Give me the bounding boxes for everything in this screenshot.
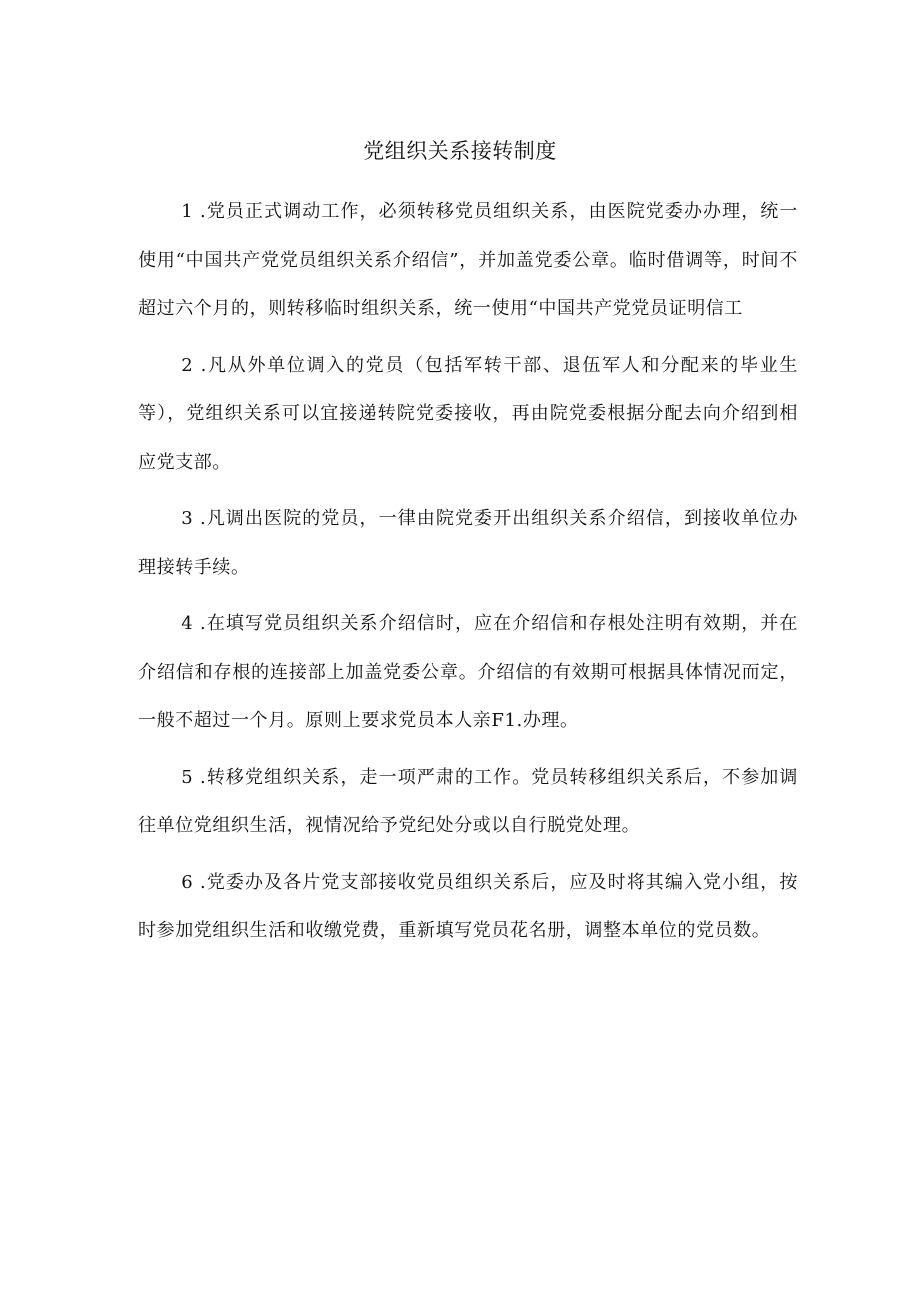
paragraph-1: 1 .党员正式调动工作，必须转移党员组织关系，由医院党委办办理，统一使用“中国共产党党员组织关系介绍信”，并加盖党委公章。临时借调等，时间不超过六个月的，则转移临时组织关系，统一使用“中国共产党党员证明信工 — [138, 201, 798, 319]
paragraph-3: 3 .凡调出医院的党员，一律由院党委开出组织关系介绍信，到接收单位办理接转手续。 — [138, 508, 798, 578]
paragraph-6: 6 .党委办及各片党支部接收党员组织关系后，应及时将其编入党小组，按时参加党组织生活和收缴党费，重新填写党员花名册，调整本单位的党员数。 — [138, 871, 798, 941]
paragraph-5: 5 .转移党组织关系，走一项严肃的工作。党员转移组织关系后，不参加调往单位党组织生活，视情况给予党纪处分或以自行脱党处理。 — [138, 766, 798, 836]
paragraph-2: 2 .凡从外单位调入的党员（包括军转干部、退伍军人和分配来的毕业生等），党组织关系可以宜接递转院党委接收，再由院党委根据分配去向介绍到相应党支部。 — [138, 354, 798, 473]
paragraph-4: 4 .在填写党员组织关系介绍信时，应在介绍信和存根处注明有效期，并在介绍信和存根的连接部上加盖党委公章。介绍信的有效期可根据具体情况而定，一般不超过一个月。原则上要求党员本人亲F1.办理。 — [138, 613, 798, 731]
document-body — [138, 188, 798, 964]
document-title: 党组织关系接转制度 — [363, 139, 557, 163]
